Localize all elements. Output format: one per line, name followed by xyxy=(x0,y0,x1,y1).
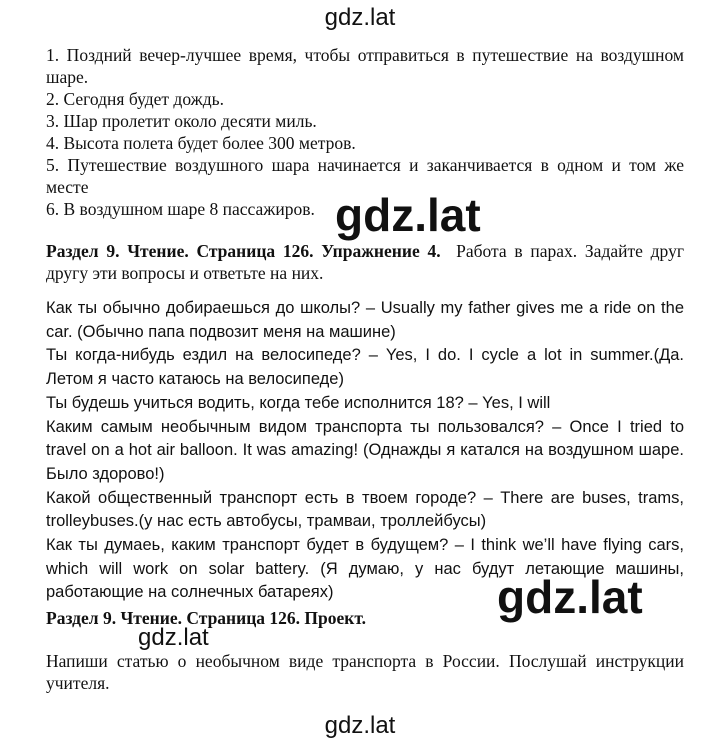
watermark-small: gdz.lat xyxy=(138,624,209,651)
list-item: 1. Поздний вечер-лучшее время, чтобы отправиться в путешествие на воздушном шаре. xyxy=(46,45,684,87)
section-heading: Раздел 9. Чтение. Страница 126. Упражнение 4. xyxy=(46,241,441,261)
section-exercise-4 xyxy=(46,240,684,284)
watermark-large: gdz.lat xyxy=(497,571,643,623)
qa-list xyxy=(46,297,684,605)
qa-item: Как ты думаеь, каким транспорт будет в будущем? – I think we’ll have flying cars, which will work on solar battery. (Я думаю, у нас будут летающие машины, работающие на солнечных батареях) xyxy=(46,536,684,602)
watermark-large: gdz.lat xyxy=(335,189,481,241)
list-item: 5. Путешествие воздушного шара начинается и заканчивается в одном и том же месте xyxy=(46,155,684,197)
qa-item: Какой общественный транспорт есть в твоем городе? – There are buses, trams, trolleybuses.(у нас есть автобусы, трамваи, троллейбусы) xyxy=(46,488,684,531)
list-item: 2. Сегодня будет дождь. xyxy=(46,89,224,109)
qa-item: Ты когда-нибудь ездил на велосипеде? – Yes, I do. I cycle a lot in summer.(Да. Летом я часто катаюсь на велосипеде) xyxy=(46,346,684,389)
list-item: 3. Шар пролетит около десяти миль. xyxy=(46,111,317,131)
section-heading: Раздел 9. Чтение. Страница 126. Проект. xyxy=(46,608,367,628)
watermark-bottom: gdz.lat xyxy=(324,712,396,739)
qa-item: Как ты обычно добираешься до школы? – Usually my father gives me a ride on the car. (Обычно папа подвозит меня на машине) xyxy=(46,299,684,341)
project-instruction: Напиши статью о необычном виде транспорта в России. Послушай инструкции учителя. xyxy=(46,651,684,693)
watermark-top: gdz.lat xyxy=(324,4,396,31)
qa-item: Ты будешь учиться водить, когда тебе исполнится 18? – Yes, I will xyxy=(46,393,551,412)
list-item: 4. Высота полета будет более 300 метров. xyxy=(46,133,356,153)
section-task: Работа в парах. Задайте друг другу эти вопросы и ответьте на них. xyxy=(46,241,684,283)
project-text xyxy=(46,650,684,694)
list-item: 6. В воздушном шаре 8 пассажиров. xyxy=(46,199,315,219)
qa-item: Каким самым необычным видом транспорта ты пользовался? – Once I tried to travel on a hot air balloon. It was amazing! (Однажды я катался на воздушном шаре. Было здорово!) xyxy=(46,417,684,483)
